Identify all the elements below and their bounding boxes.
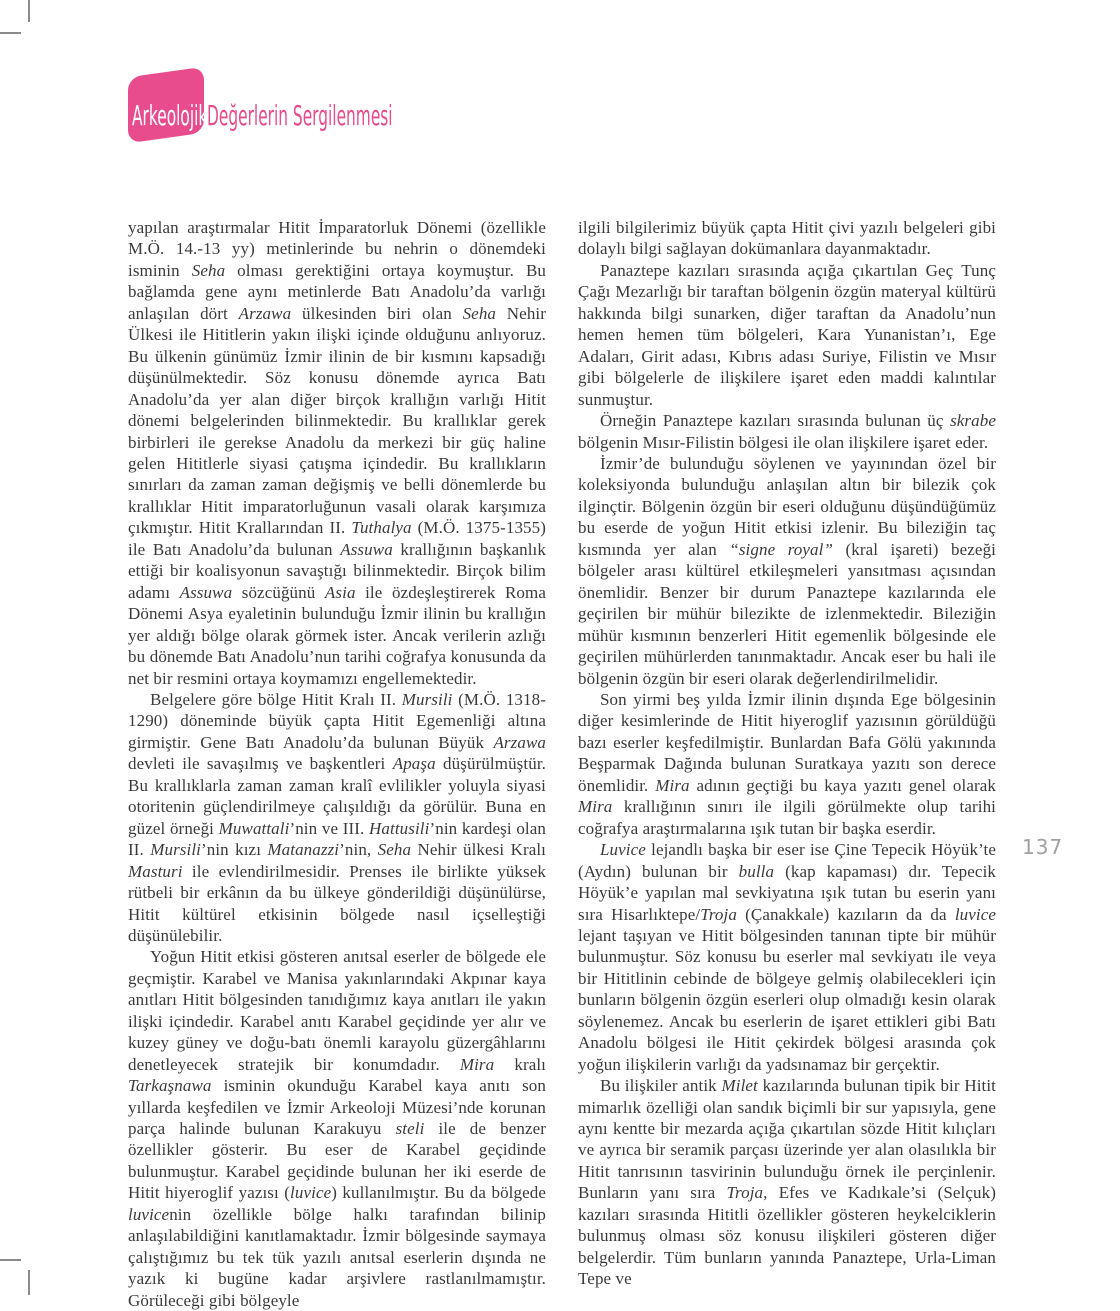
text-column-right [578, 217, 996, 1290]
page-number: 137 [1022, 835, 1064, 859]
paragraph: Yoğun Hitit etkisi gösteren anıtsal eserler de bölgede ele geçmiştir. Karabel ve Manisa yakınlarındaki Akpınar kaya anıtları Hitit bölgesinden tanıdığımız kaya anıtları ile yakın ilişki içindedir. Karabel anıtı Karabel geçidinde yer alır ve kuzey güney ve doğu-batı önemli karayolu güzergâhlarını denetleyecek stratejik bir konumdadır. Mira kralı Tarkaşnawa isminin okunduğu Karabel kaya anıtı son yıllarda keşfedilen ve İzmir Arkeoloji Müzesi’nde korunan parça halinde bulunan Karakuyu steli ile de benzer özellikler gösterir. Bu eser de Karabel geçidinde bulunmuştur. Karabel geçidinde bulunan her iki eserde de Hitit hiyeroglif yazısı (luvice) kullanılmıştır. Bu da bölgede luvicenin özellikle bölge halkı tarafından bilinip anlaşılabildiğini kanıtlamaktadır. İzmir bölgesinde saymaya çalıştığımız bu tek tük yazılı anıtsal eserlerin dışında ne yazık ki bugüne kadar arşivlere rastlanılmamıştır. Görüleceği gibi bölgeyle [128, 947, 547, 1310]
paragraph: Luvice lejandlı başka bir eser ise Çine Tepecik Höyük’te (Aydın) bulunan bir bulla (kap kapaması) dır. Tepecik Höyük’e yapılan mal sevkiyatına ışık tutan bu eserin yanı sıra Hisarlıktepe/Troja (Çanakkale) kazıların da da luvice lejant taşıyan ve Hitit bölgesinden tanınan tipte bir mühür bulunmuştur. Söz konusu bu eserler mal sevkiyatı ile veya bir Hititlinin cebinde de bölgeye gelmiş olabilecekleri için bunların bölgenin özgün eserleri olup olmadığı kesin olarak söylenemez. Ancak bu eserlerin de işaret ettikleri gibi Batı Anadolu bölgesi ile Hitit çekirdek bölgesi arasında çok yoğun ilişkilerin varlığı da yadsınamaz bir gerçektir. [578, 840, 996, 1074]
crop-mark-bottom-left-vertical [28, 1270, 30, 1295]
paragraph: Panaztepe kazıları sırasında açığa çıkartılan Geç Tunç Çağı Mezarlığı bir taraftan bölgenin özgün materyal kültürü hakkında bilgi sunarken, diğer taraftan da Anadolu’nun hemen hemen tüm bölgeleri, Kara Yunanistan’ı, Ege Adaları, Girit adası, Kıbrıs adası Suriye, Filistin ve Mısır gibi bölgelerle de ilişkilere işaret eden maddi kalıntılar sunmuştur. [578, 260, 996, 409]
section-title: Değerlerin Sergilenmesi [207, 99, 393, 132]
paragraph: Belgelere göre bölge Hitit Kralı II. Mursili (M.Ö. 1318-1290) döneminde büyük çapta Hitit Egemenliği altına girmiştir. Gene Batı Anadolu’da bulunan Büyük Arzawa devleti ile savaşılmış ve başkentleri Apaşa düşürülmüştür. Bu krallıklarla zaman zaman kralî evlilikler yoluyla siyasi otoritenin güçlendirilmeye çalışıldığı da görülür. Buna en güzel örneği Muwattali’nin ve III. Hattusili’nin kardeşi olan II. Mursili’nin kızı Matanazzi’nin, Seha Nehir ülkesi Kralı Masturi ile evlendirilmesidir. Prenses ile birlikte yüksek rütbeli bir erkânın da bu ülkeye gönderildiği düşünülürse, Hitit kültürel etkisinin bölgede nasıl içselleştiği düşünülebilir. [128, 689, 547, 945]
paragraph: Örneğin Panaztepe kazıları sırasında bulunan üç skrabe bölgenin Mısır-Filistin bölgesi ile olan ilişkilere işaret eder. [578, 411, 996, 452]
paragraph: Bu ilişkiler antik Milet kazılarında bulunan tipik bir Hitit mimarlık özelliği olan sandık biçimli bir sur yapısıyla, gene aynı kentte bir mezarda açığa çıkartılan sözde Hitit kılıçları ve ayrıca bir seramik parçası üzerinde yer alan olasılıkla bir Hitit tanrısının tasvirinin bulunduğu örnek ile perçinlenir. Bunların yanı sıra Troja, Efes ve Kadıkale’si (Selçuk) kazıları sırasında Hititli özellikler gösteren heykelciklerin bulunmuş olması söz konusu ilişkileri gösteren diğer belgelerdir. Tüm bunların yanında Panaztepe, Urla-Liman Tepe ve [578, 1076, 996, 1289]
paragraph: ilgili bilgilerimiz büyük çapta Hitit çivi yazılı belgeleri gibi dolaylı bilgi sağlayan dokümanlara dayanmaktadır. [578, 218, 996, 259]
section-badge-label: Arkeolojik [132, 99, 208, 132]
paragraph: yapılan araştırmalar Hitit İmparatorluk Dönemi (özellikle M.Ö. 14.-13 yy) metinlerinde bu nehrin o dönemdeki isminin Seha olması gerektiğini ortaya koymuştur. Bu bağlamda gene aynı metinlerde Batı Anadolu’da varlığı anlaşılan dört Arzawa ülkesinden biri olan Seha Nehir Ülkesi ile Hititlerin yakın ilişki içinde olduğunu anlıyoruz. Bu ülkenin günümüz İzmir ilinin de bir kısmını kapsadığı düşünülmektedir. Söz konusu dönemde ayrıca Batı Anadolu’da yer alan diğer birçok krallığın varlığı Hitit dönemi belgelerinden bilinmektedir. Bu krallıklar gerek birbirleri ile gerekse Anadolu da merkezi bir güç haline gelen Hititlerle siyasi çatışma içindedir. Bu krallıkların sınırları da zaman zaman değişmiş ve belli dönemlerde bu krallıklar Hitit imparatorluğunun vasali olarak karşımıza çıkmıştır. Hitit Krallarından II. Tuthalya (M.Ö. 1375-1355) ile Batı Anadolu’da bulunan Assuwa krallığının başkanlık ettiği bir koalisyonun savaştığı bilinmektedir. Birçok bilim adamı Assuwa sözcüğünü Asia ile özdeşleştirerek Roma Dönemi Asya eyaletinin bulunduğu İzmir ilinin bu krallığın yer aldığı bölge olarak görmek ister. Ancak verilerin azlığı bu dönemde Batı Anadolu’nun tarihi coğrafya konusunda da net bir resmini ortaya koymamızı engellemektedir. [128, 218, 547, 688]
paragraph: İzmir’de bulunduğu söylenen ve yayınından özel bir koleksiyonda bulunduğu anlaşılan altın bir bilezik çok ilginçtir. Bölgenin özgün bir eseri olduğunu düşündüğümüz bu eserde de yoğun Hitit etkisi izlenir. Bu bileziğin taç kısmında yer alan “signe royal” (kral işareti) bezeği bölgeler arası kültürel etkileşmeleri yansıtması açısından önemlidir. Benzer bir durum Panaztepe kazılarında ele geçirilen bir mühür bilezikte de izlenmektedir. Bileziğin mühür kısmının benzerleri Hitit egemenlik bölgesinde ele geçirilen mühürlerden tanınmaktadır. Ancak eser bu hali ile bölgenin özgün bir eseri olarak değerlendirilmelidir. [578, 453, 996, 688]
paragraph: Son yirmi beş yılda İzmir ilinin dışında Ege bölgesinin diğer kesimlerinde de Hitit hiyeroglif yazısının görüldüğü bazı eserler keşfedilmiştir. Bunlardan Bafa Gölü yakınında Beşparmak Dağında bulunan Suratkaya yazıtı son derece önemlidir. Mira adının geçtiği bu kaya yazıtı genel olarak Mira krallığının sınırı ile ilgili görülmekte olup tarihi coğrafya araştırmalarına ışık tutan bir başka eserdir. [578, 689, 996, 838]
text-column-left [128, 217, 546, 1311]
crop-mark-bottom-left-horizontal [0, 1259, 21, 1261]
crop-mark-top-left-horizontal [0, 32, 21, 34]
crop-mark-top-left-vertical [28, 0, 30, 22]
